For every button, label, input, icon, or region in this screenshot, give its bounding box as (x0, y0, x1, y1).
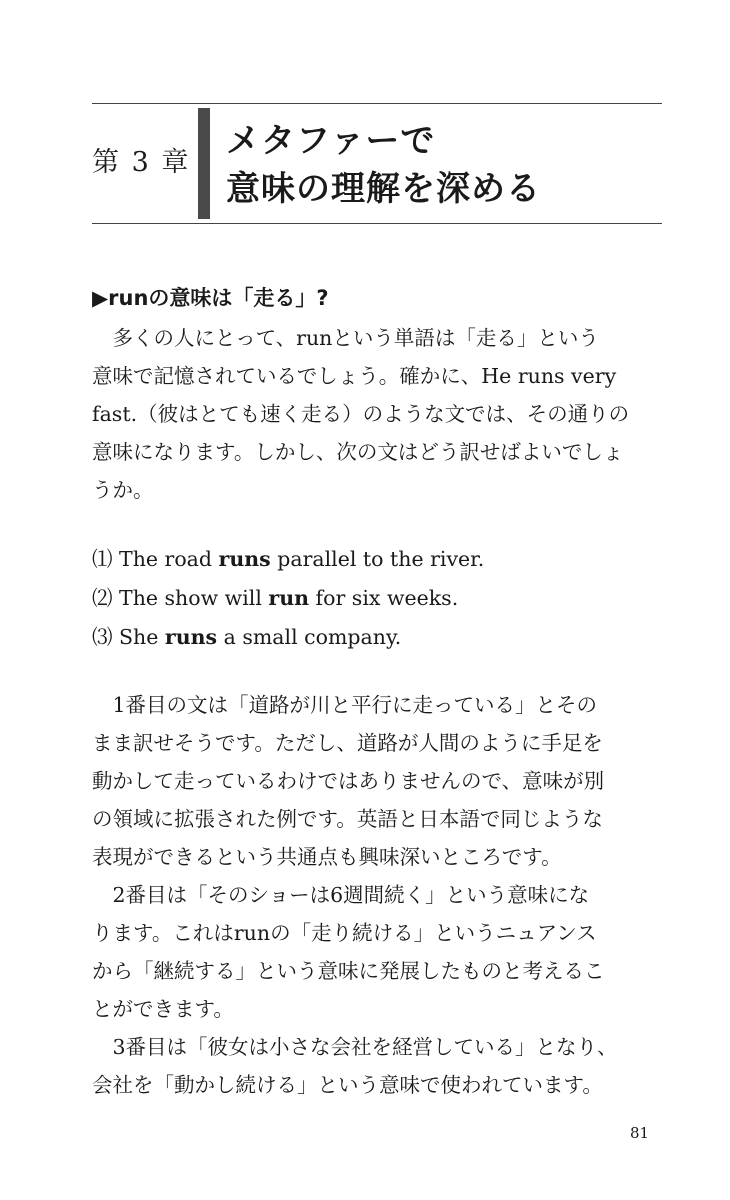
example-sentence (92, 540, 664, 579)
text-line: の領域に拡張された例です。英語と日本語で同じような (92, 807, 603, 831)
text-line: 意味になります。しかし、次の文はどう訳せばよいでしょ (92, 440, 624, 464)
header-top-rule (92, 103, 662, 104)
example-text: a small company. (217, 625, 402, 649)
example-keyword: run (268, 586, 310, 610)
example-text: for six weeks. (309, 586, 459, 610)
text-line: 会社を「動かし続ける」という意味で使われています。 (92, 1073, 603, 1097)
example-sentences (92, 540, 664, 657)
chapter-divider-bar (198, 108, 210, 219)
example-number: ⑶ (92, 625, 113, 649)
example-keyword: runs (218, 547, 271, 571)
chapter-title-line: メタファーで (226, 121, 436, 161)
text-line: fast.（彼はとても速く走る）のような文では、その通りの (92, 402, 630, 426)
chapter-title-line: 意味の理解を深める (226, 169, 541, 209)
text-line: 意味で記憶されているでしょう。確かに、He runs very (92, 364, 617, 388)
text-line: 3番目は「彼女は小さな会社を経営している」となり、 (92, 1035, 618, 1059)
chapter-title (226, 117, 541, 213)
example-number: ⑴ (92, 547, 113, 571)
chapter-label: 第 3 章 (92, 147, 191, 178)
text-line: ります。これはrunの「走り続ける」というニュアンス (92, 921, 597, 945)
text-line: まま訳せそうです。ただし、道路が人間のように手足を (92, 731, 603, 755)
text-line: 2番目は「そのショーは6週間続く」という意味にな (92, 883, 590, 907)
text-line: 多くの人にとって、runという単語は「走る」という (92, 326, 599, 350)
example-text: parallel to the river. (270, 547, 485, 571)
example-keyword: runs (164, 625, 218, 649)
example-text: The show will (112, 586, 269, 610)
text-line: うか。 (92, 478, 154, 502)
example-text: The road (112, 547, 219, 571)
header-bottom-rule (92, 223, 662, 224)
example-text: She (112, 625, 165, 649)
text-line: から「継続する」という意味に発展したものと考えるこ (92, 959, 605, 983)
text-line: 表現ができるという共通点も興味深いところです。 (92, 845, 562, 869)
example-sentence (92, 579, 664, 618)
explanation-paragraphs (92, 686, 664, 1104)
page-number: 81 (630, 1124, 650, 1142)
section-heading: ▶runの意味は「走る」? (92, 286, 329, 310)
text-line: とができます。 (92, 997, 234, 1021)
example-sentence (92, 618, 664, 657)
text-line: 動かして走っているわけではありませんので、意味が別 (92, 769, 605, 793)
intro-paragraph (92, 319, 664, 509)
text-line: 1番目の文は「道路が川と平行に走っている」とその (92, 693, 598, 717)
example-number: ⑵ (92, 586, 113, 610)
